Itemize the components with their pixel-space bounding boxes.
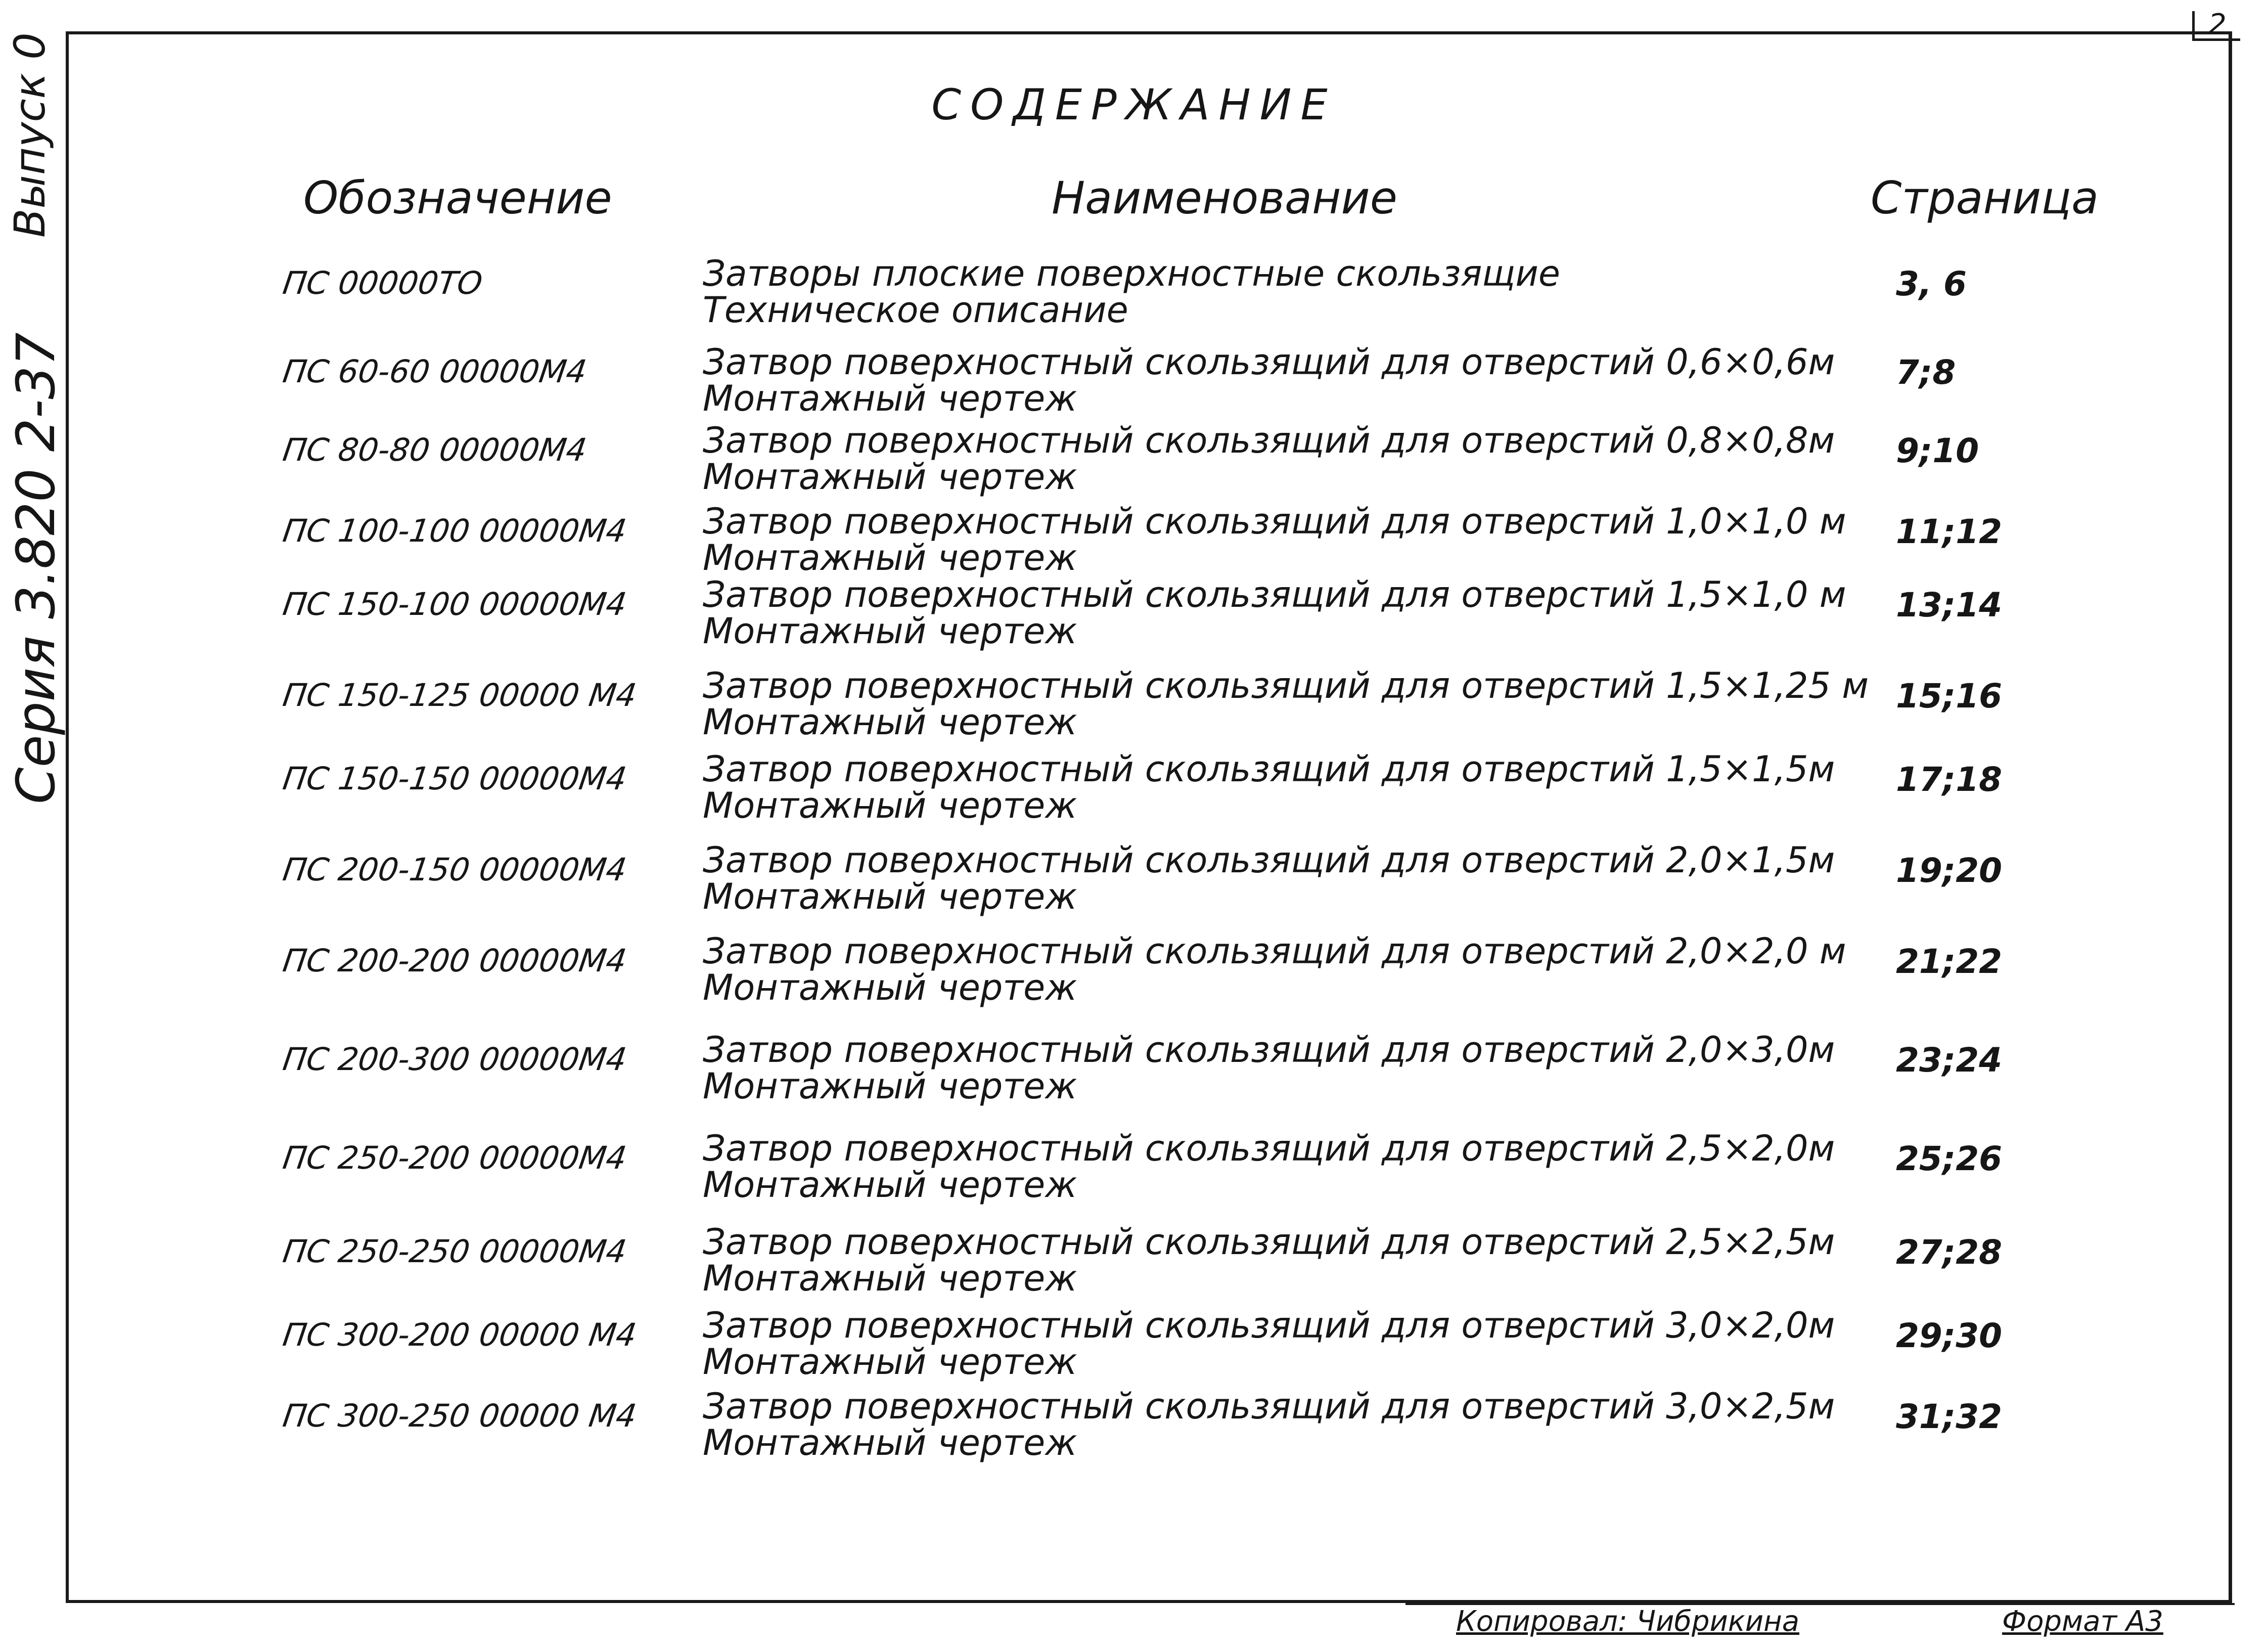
row-pages: 29;30 — [1896, 1316, 2003, 1355]
row-code: ПС 80-80 00000М4 — [280, 431, 589, 468]
row-code: ПС 150-125 00000 М4 — [280, 677, 639, 714]
table-row — [0, 1029, 2268, 1123]
column-header-name: Наименование — [1052, 172, 1397, 224]
table-row — [0, 665, 2268, 759]
row-code: ПС 200-200 00000М4 — [280, 942, 629, 979]
column-header-code: Обозначение — [303, 172, 612, 224]
row-code: ПС 250-250 00000М4 — [280, 1233, 629, 1270]
sheet-number: 2 — [2192, 11, 2240, 41]
table-row — [0, 1221, 2268, 1315]
row-name: Затвор поверхностный скользящий для отверстий 0,6×0,6м Монтажный чертеж — [703, 341, 1835, 419]
page-title: СОДЕРЖАНИЕ — [931, 80, 1337, 129]
row-name: Затворы плоские поверхностные скользящие Техническое описание — [703, 253, 1560, 331]
table-row — [0, 1130, 2268, 1221]
table-row — [0, 1388, 2268, 1479]
row-name: Затвор поверхностный скользящий для отверстий 1,5×1,0 м Монтажный чертеж — [703, 574, 1846, 652]
table-row — [0, 748, 2268, 842]
row-pages: 13;14 — [1896, 586, 2003, 625]
side-issue-label: Выпуск 0 — [5, 32, 55, 238]
row-name: Затвор поверхностный скользящий для отверстий 3,0×2,5м Монтажный чертеж — [703, 1386, 1835, 1463]
row-pages: 15;16 — [1896, 677, 2003, 716]
table-row — [0, 422, 2268, 513]
row-pages: 9;10 — [1896, 431, 1979, 470]
row-pages: 31;32 — [1896, 1397, 2003, 1436]
row-name: Затвор поверхностный скользящий для отверстий 2,0×1,5м Монтажный чертеж — [703, 839, 1835, 917]
row-code: ПС 00000ТО — [280, 264, 485, 301]
row-pages: 3, 6 — [1896, 264, 1967, 303]
row-name: Затвор поверхностный скользящий для отверстий 2,5×2,5м Монтажный чертеж — [703, 1221, 1835, 1299]
row-pages: 23;24 — [1896, 1041, 2003, 1080]
column-header-page: Страница — [1871, 172, 2099, 224]
row-code: ПС 300-250 00000 М4 — [280, 1397, 639, 1434]
row-code: ПС 150-100 00000М4 — [280, 586, 629, 622]
row-name: Затвор поверхностный скользящий для отверстий 2,0×2,0 м Монтажный чертеж — [703, 930, 1846, 1008]
row-pages: 21;22 — [1896, 942, 2003, 981]
row-code: ПС 250-200 00000М4 — [280, 1139, 629, 1176]
row-code: ПС 100-100 00000М4 — [280, 512, 629, 549]
table-row — [0, 576, 2268, 668]
table-row — [0, 930, 2268, 1024]
row-code: ПС 200-150 00000М4 — [280, 851, 629, 888]
row-pages: 17;18 — [1896, 760, 2003, 799]
table-row — [0, 255, 2268, 346]
row-name: Затвор поверхностный скользящий для отверстий 0,8×0,8м Монтажный чертеж — [703, 420, 1835, 498]
row-name: Затвор поверхностный скользящий для отверстий 1,5×1,25 м Монтажный чертеж — [703, 665, 1869, 743]
footer-copied-by: Копировал: Чибрикина — [1456, 1605, 1800, 1638]
row-pages: 27;28 — [1896, 1233, 2003, 1272]
row-name: Затвор поверхностный скользящий для отверстий 3,0×2,0м Монтажный чертеж — [703, 1305, 1835, 1383]
table-row — [0, 839, 2268, 933]
row-name: Затвор поверхностный скользящий для отверстий 2,0×3,0м Монтажный чертеж — [703, 1029, 1835, 1107]
row-name: Затвор поверхностный скользящий для отверстий 1,0×1,0 м Монтажный чертеж — [703, 501, 1846, 579]
row-pages: 25;26 — [1896, 1139, 2003, 1178]
row-pages: 7;8 — [1896, 353, 1956, 392]
footer-format: Формат А3 — [2002, 1605, 2163, 1638]
row-code: ПС 150-150 00000М4 — [280, 760, 629, 797]
row-code: ПС 200-300 00000М4 — [280, 1041, 629, 1078]
side-series-label: Серия 3.820 2-37 — [5, 332, 67, 804]
row-code: ПС 60-60 00000М4 — [280, 353, 589, 390]
table-row — [0, 1307, 2268, 1398]
row-pages: 11;12 — [1896, 512, 2003, 551]
row-name: Затвор поверхностный скользящий для отверстий 1,5×1,5м Монтажный чертеж — [703, 748, 1835, 826]
row-pages: 19;20 — [1896, 851, 2003, 890]
row-code: ПС 300-200 00000 М4 — [280, 1316, 639, 1353]
row-name: Затвор поверхностный скользящий для отверстий 2,5×2,0м Монтажный чертеж — [703, 1128, 1835, 1206]
